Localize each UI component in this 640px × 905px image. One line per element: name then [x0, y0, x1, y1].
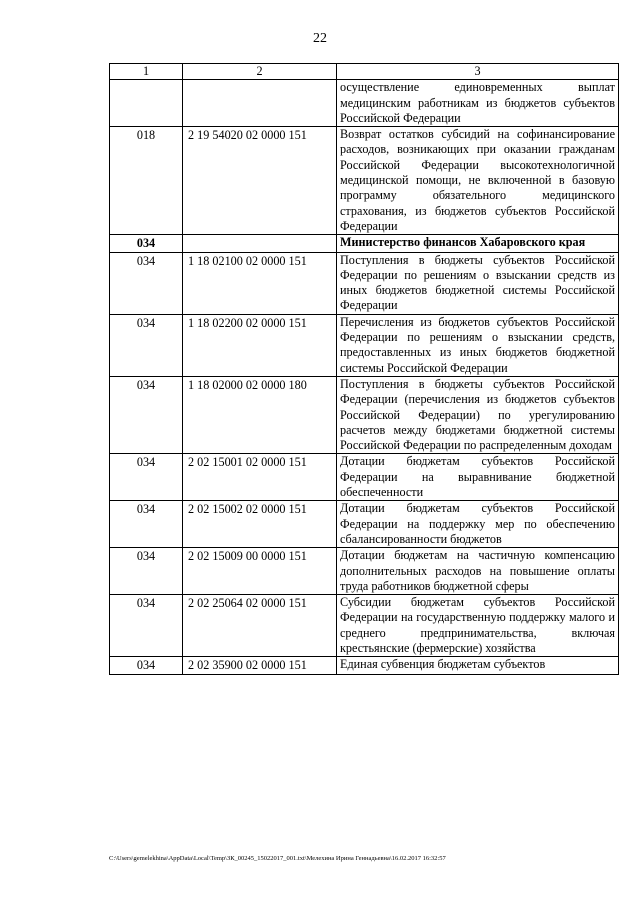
- table-row: [110, 501, 619, 548]
- budget-classification-code-cell: [183, 235, 337, 252]
- admin-code-cell: 018: [110, 127, 183, 235]
- table-row: [110, 80, 619, 127]
- budget-classification-code-cell: 2 02 15009 00 0000 151: [183, 548, 337, 595]
- column-header-1: 1: [110, 64, 183, 80]
- admin-code-cell: 034: [110, 548, 183, 595]
- income-name-cell: Единая субвенция бюджетам субъектов: [337, 657, 619, 674]
- table-row: [110, 314, 619, 376]
- budget-classification-code-cell: [183, 80, 337, 127]
- table-row: [110, 595, 619, 657]
- table-row: [110, 235, 619, 252]
- income-name-cell: Министерство финансов Хабаровского края: [337, 235, 619, 252]
- income-name-cell: Поступления в бюджеты субъектов Российской Федерации по решениям о взыскании средств из иных бюджетов бюджетной системы Российской Федерации: [337, 252, 619, 314]
- table-row: [110, 454, 619, 501]
- column-header-3: 3: [337, 64, 619, 80]
- admin-code-cell: 034: [110, 252, 183, 314]
- table-row: [110, 657, 619, 674]
- income-name-cell: Субсидии бюджетам субъектов Российской Федерации на государственную поддержку малого и среднего предпринимательства, включая крестьянские (фермерские) хозяйства: [337, 595, 619, 657]
- income-name-cell: Поступления в бюджеты субъектов Российской Федерации (перечисления из бюджетов субъектов Российской Федерации) по урегулированию расчетов между бюджетами бюджетной системы Российской Федерации по распределенным доходам: [337, 376, 619, 453]
- page-number: 22: [313, 31, 327, 46]
- income-name-cell: Дотации бюджетам субъектов Российской Федерации на поддержку мер по обеспечению сбалансированности бюджетов: [337, 501, 619, 548]
- admin-code-cell: 034: [110, 501, 183, 548]
- admin-code-cell: 034: [110, 454, 183, 501]
- table-row: [110, 548, 619, 595]
- admin-code-cell: 034: [110, 376, 183, 453]
- budget-classification-code-cell: 2 02 25064 02 0000 151: [183, 595, 337, 657]
- income-name-cell: Дотации бюджетам на частичную компенсацию дополнительных расходов на повышение оплаты труда работников бюджетной сферы: [337, 548, 619, 595]
- table-row: [110, 252, 619, 314]
- admin-code-cell: [110, 80, 183, 127]
- budget-classification-code-cell: 1 18 02000 02 0000 180: [183, 376, 337, 453]
- income-name-cell: Дотации бюджетам субъектов Российской Федерации на выравнивание бюджетной обеспеченности: [337, 454, 619, 501]
- budget-classification-code-cell: 1 18 02200 02 0000 151: [183, 314, 337, 376]
- table-row: [110, 127, 619, 235]
- budget-classification-code-cell: 2 19 54020 02 0000 151: [183, 127, 337, 235]
- budget-classification-code-cell: 1 18 02100 02 0000 151: [183, 252, 337, 314]
- income-name-cell: Перечисления из бюджетов субъектов Российской Федерации по решениям о взыскании средств, предоставленных из иных бюджетов бюджетной системы Российской Федерации: [337, 314, 619, 376]
- admin-code-cell: 034: [110, 657, 183, 674]
- budget-classification-code-cell: 2 02 15001 02 0000 151: [183, 454, 337, 501]
- income-name-cell: осуществление единовременных выплат медицинским работникам из бюджетов субъектов Российской Федерации: [337, 80, 619, 127]
- budget-classification-code-cell: 2 02 15002 02 0000 151: [183, 501, 337, 548]
- admin-code-cell: 034: [110, 314, 183, 376]
- file-path-footer: C:\Users\gemelekhina\AppData\Local\Temp\ЗК_00245_15022017_001.txt\Мелехина Ирина Геннадьевна\16.02.2017 16:32:57: [109, 855, 446, 862]
- column-header-2: 2: [183, 64, 337, 80]
- budget-classification-code-cell: 2 02 35900 02 0000 151: [183, 657, 337, 674]
- admin-code-cell: 034: [110, 235, 183, 252]
- admin-code-cell: 034: [110, 595, 183, 657]
- table-row: [110, 376, 619, 453]
- table-header-row: [110, 64, 619, 80]
- budget-codes-table: [109, 63, 619, 675]
- income-name-cell: Возврат остатков субсидий на софинансирование расходов, возникающих при оказании гражданам Российской Федерации высокотехнологичной медицинской помощи, не включенной в базовую программу обязательного медицинского страхования, из бюджетов субъектов Российской Федерации: [337, 127, 619, 235]
